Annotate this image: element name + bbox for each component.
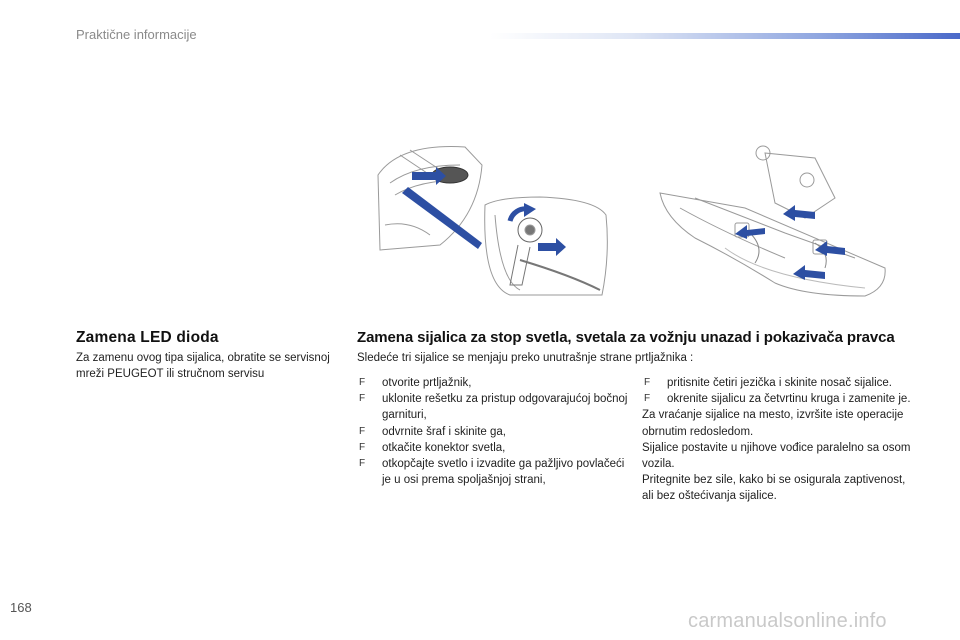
step-text: uklonite rešetku za pristup odgovarajućoj bočnoj garnituri,	[382, 393, 628, 422]
header-accent-bar	[490, 33, 960, 39]
trunk-access-illustration	[370, 135, 620, 300]
steps-column-right	[642, 375, 912, 505]
page-number: 168	[10, 600, 32, 615]
step-text: pritisnite četiri jezička i skinite nosač sijalice.	[667, 377, 892, 389]
step-item	[357, 456, 632, 488]
rear-lamp-illustration	[655, 138, 890, 303]
step-text: otkopčajte svetlo i izvadite ga pažljivo povlačeći je u osi prema spoljašnjoj strani,	[382, 458, 625, 487]
step-text: okrenite sijalicu za četvrtinu kruga i zamenite je.	[667, 393, 911, 406]
steps-column-left	[357, 375, 632, 488]
step-text: otkačite konektor svetla,	[382, 441, 506, 454]
bullet-icon: F	[644, 393, 651, 405]
bullet-icon: F	[359, 425, 366, 437]
bullet-icon: F	[359, 377, 366, 388]
bullet-icon: F	[359, 393, 366, 405]
step-text: odvrnite šraf i skinite ga,	[382, 425, 507, 438]
step-item	[642, 375, 912, 391]
led-section-text: Za zamenu ovog tipa sijalica, obratite se servisnoj mreži PEUGEOT ili stručnom servisu	[76, 352, 330, 380]
bulbs-section-title: Zamena sijalica za stop svetla, svetala za vožnju unazad i pokazivača pravca	[357, 329, 895, 346]
step-item	[357, 375, 632, 391]
step-item	[642, 391, 912, 407]
bullet-icon: F	[359, 458, 366, 470]
note-text: Za vraćanje sijalice na mesto, izvršite iste operacije obrnutim redosledom.	[642, 409, 904, 438]
bulbs-section-intro: Sledeće tri sijalice se menjaju preko unutrašnje strane prtljažnika :	[357, 352, 694, 364]
step-item	[357, 391, 632, 423]
led-section-title: Zamena LED dioda	[76, 329, 219, 346]
page-header-title: Praktične informacije	[76, 27, 197, 42]
step-item	[357, 440, 632, 456]
bullet-icon: F	[644, 377, 651, 388]
watermark: carmanualsonline.info	[688, 610, 887, 632]
step-item	[357, 424, 632, 440]
note-text: Sijalice postavite u njihove vođice paralelno sa osom vozila.	[642, 441, 911, 471]
note-text: Pritegnite bez sile, kako bi se osigurala zaptivenost, ali bez oštećivanja sijalice.	[642, 474, 906, 503]
bullet-icon: F	[359, 441, 366, 453]
step-text: otvorite prtljažnik,	[382, 377, 472, 389]
